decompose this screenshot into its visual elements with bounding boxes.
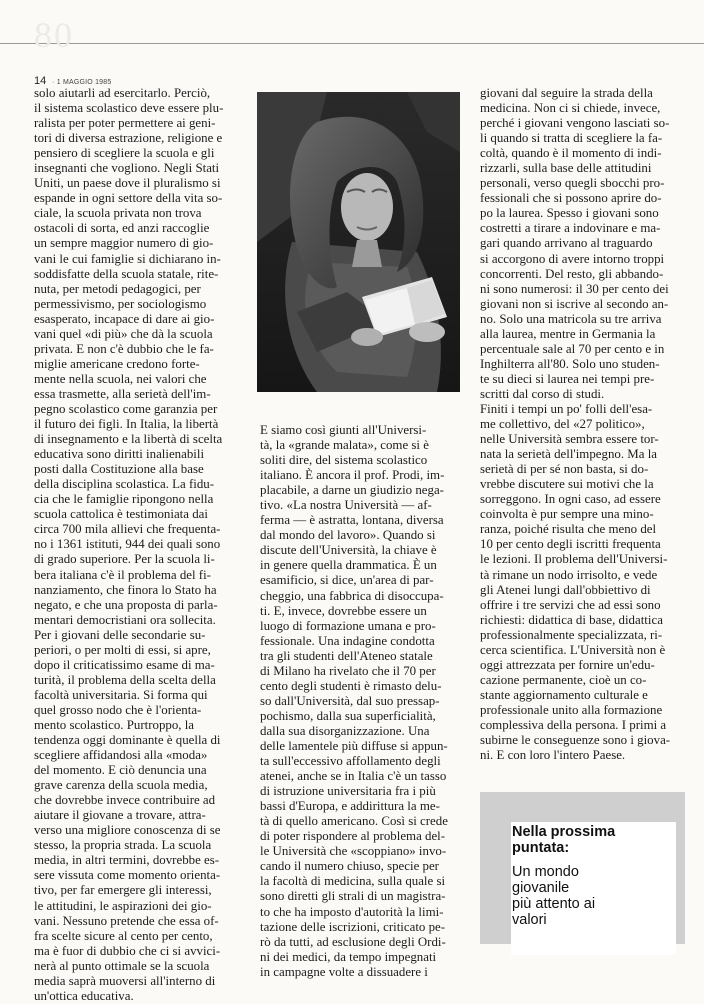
photo-illustration xyxy=(257,92,460,392)
article-column-1: solo aiutarli ad esercitarlo. Perciò, il sistema scolastico deve essere plu- ralista per poter permettere ai geni- tori di diversa estrazione, religione e pensiero di scegliere la scuola e gli insegnanti che vogliono. Negli Stati Uniti, un paese dove il pluralismo si espande in ogni settore della vita so- ciale, la scuola privata non trova ostacoli di sorta, ed anzi raccoglie un sempre maggior numero di gio- vani le cui famiglie si dichiarano in- soddisfatte della scuola statale, rite- nuta, per metodi pedagogici, per permessivismo, per sociologismo esasperato, incapace di dare ai gio- vani quel «di più» che dà la scuola privata. E non c'è dubbio che le fa- miglie americane credono forte- mente nella scuola, nei valori che essa trasmette, alla serietà dell'im- pegno scolastico come garanzia per il futuro dei figli. In Italia, la libertà di insegnamento e la libertà di scelta educativa sono diritti inalienabili posti dalla Costituzione alla base della disciplina scolastica. La fidu- cia che le famiglie ripongono nella scuola cattolica è testimoniata dai circa 700 mila allievi che frequenta- no i 1361 istituti, 944 dei quali sono di grado superiore. Per la scuola li- bera italiana c'è il problema del fi- nanziamento, che finora lo Stato ha negato, e che una proposta di parla- mentari democristiani ora sollecita. Per i giovani delle secondarie su- periori, o per molti di essi, si apre, dopo il criticatissimo esame di ma- turità, il problema della scelta della facoltà universitaria. Si forma qui quel grosso nodo che è l'orienta- mento scolastico. Purtroppo, la tendenza oggi dominante è quella di scegliere affidandosi alla «moda» del momento. E ciò denuncia una grave carenza della scuola media, che dovrebbe invece contribuire ad aiutare il giovane a trovare, attra- verso una migliore conoscenza di se stesso, la propria strada. La scuola media, in altri termini, dovrebbe es- sere vissuta come momento orienta- tivo, per far emergere gli interessi, le attitudini, le aspirazioni dei gio- vani. Nessuno pretende che essa of- fra scelte sicure al cento per cento, ma è fuor di dubbio che ci si avvici- nerà al punto ottimale se la scuola media saprà muoversi all'interno di un'ottica educativa. xyxy=(34,86,224,1003)
article-column-3: giovani dal seguire la strada della medicina. Non ci si chiede, invece, perché i giovani vengono lasciati so- li quando si tratta di scegliere la fa- coltà, quando è il momento di indi- rizzarli, sulla base delle attitudini personali, verso quegli sbocchi pro- fessionali che si possono aprire do- po la laurea. Spesso i giovani sono costretti a tirare a indovinare e ma- gari quando arrivano al traguardo si accorgono di avere intorno troppi concorrenti. Del resto, gli abbando- ni sono numerosi: il 30 per cento dei giovani non si iscrive al secondo an- no. Solo una matricola su tre arriva alla laurea, mentre in Germania la percentuale sale al 70 per cento e in Inghilterra all'80. Solo uno studen- te su dieci si laurea nei tempi pre- scritti dal corso di studi. Finiti i tempi un po' folli dell'esa- me collettivo, del «27 politico», nelle Università sembra essere tor- nata la serietà dell'impegno. Ma la serietà di per sé non basta, si do- vrebbe discutere sui motivi che la sorreggono. In ogni caso, ad essere coinvolta è pur sempre una mino- ranza, poiché risulta che meno del 10 per cento degli iscritti frequenta le lezioni. Il problema dell'Universi- tà rimane un nodo irrisolto, e vede gli Atenei lungi dall'obbiettivo di offrire i tre servizi che ad essi sono richiesti: didattica di base, didattica professionalmente specializzata, ri- cerca scientifica. L'Università non è oggi attrezzata per fornire un'edu- cazione permanente, cioè un co- stante aggiornamento culturale e professionale unito alla formazione complessiva della persona. I primi a subirne le conseguenze sono i giova- ni. E con loro l'intero Paese. xyxy=(480,86,671,763)
ghost-bleedthrough-mark: 80 xyxy=(34,15,74,55)
next-episode-text: Un mondo giovanile più attento ai valori xyxy=(512,864,596,928)
article-column-2: E siamo così giunti all'Universi- tà, la «grande malata», come si è soliti dire, del sistema scolastico italiano. È ancora il prof. Prodi, im- placabile, a darne un giudizio nega- tivo. «La nostra Università — af- ferma — è astratta, lontana, diversa dal mondo del lavoro». Quando si discute dell'Università, la chiave è in genere quella drammatica. È un esamificio, si dice, un'area di par- cheggio, una fabbrica di disoccupa- ti. E, invece, dovrebbe essere un luogo di formazione umana e pro- fessionale. Una indagine condotta tra gli studenti dell'Ateneo statale di Milano ha rivelato che il 70 per cento degli studenti è rimasto delu- so dall'Università, dal suo pressap- pochismo, dalla sua superficialità, dalla sua disorganizzazione. Una delle lamentele più diffuse si appun- ta sull'eccessivo affollamento degli atenei, anche se in Italia c'è un tasso di istruzione universitaria fra i più bassi d'Europa, e addirittura la me- tà di quello americano. Così si crede di poter rispondere al problema del- le Università che «scoppiano» invo- cando il numero chiuso, specie per la facoltà di medicina, sulla quale si sono diretti gli strali di un magistra- to che ha imposto d'autorità la limi- tazione delle iscrizioni, criticato pe- rò da tutti, ad esclusione degli Ordi- ni dei medici, da tempo impegnati in campagne volte a dissuadere i xyxy=(260,423,448,979)
next-episode-heading: Nella prossima puntata: xyxy=(512,824,616,856)
article-photo-student-reading xyxy=(257,92,460,392)
next-episode-box xyxy=(480,792,685,944)
page-number: 14 xyxy=(34,75,47,87)
top-rule xyxy=(0,43,704,44)
issue-date: · 1 MAGGIO 1985 xyxy=(52,79,112,86)
